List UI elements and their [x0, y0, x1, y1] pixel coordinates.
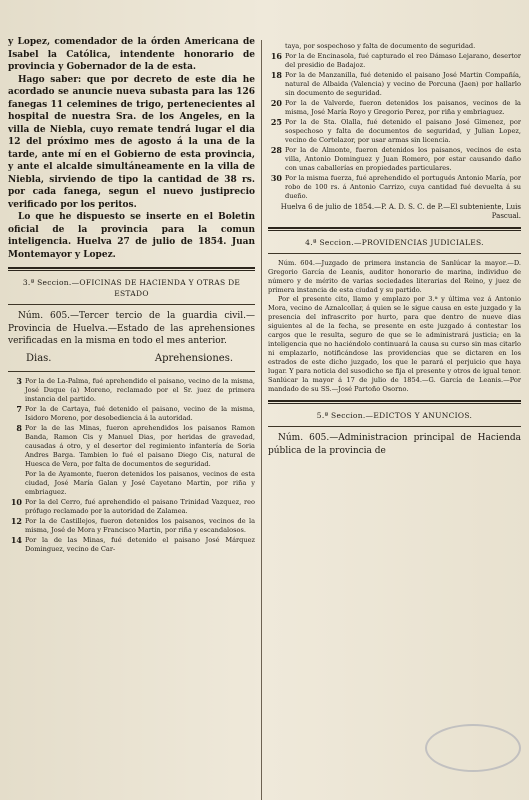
table-header	[8, 352, 255, 366]
section-rule	[268, 400, 521, 404]
intro-paragraph-3: Lo que he dispuesto se inserte en el Boletin oficial de la provincia para la comun inteligencia. Huelva 27 de julio de 1854. Juan Montemayor y Lopez.	[8, 212, 255, 260]
entry-text: Por la de Almonte, fueron detenidos los paisanos, vecinos de esta villa, Antonio Dominguez y Juan Romero, por estar causando daño con unas caballerías en propiedades particulares.	[285, 146, 521, 172]
entry-day: 28	[270, 145, 282, 155]
list-item	[268, 118, 521, 145]
list-item	[8, 517, 255, 535]
entry-day: 8	[16, 422, 22, 433]
num-605-admin-paragraph: Núm. 605.—Administracion principal de Hacienda pública de la provincia de	[268, 433, 521, 456]
section-4-body	[268, 259, 521, 394]
entry-day: 10	[10, 496, 22, 507]
list-item	[268, 71, 521, 98]
entry-text: Por la de Cartaya, fué detenido el paisano, vecino de la misma, Isidoro Moreno, por desobediencia á la autoridad.	[25, 404, 255, 422]
section-3-heading: 3.ª Seccion.—OFICINAS DE HACIENDA Y OTRAS DE ESTADO	[22, 278, 241, 298]
section-rule	[8, 267, 255, 271]
column-divider	[261, 40, 262, 800]
list-item	[268, 99, 521, 117]
entry-day: 3	[16, 375, 22, 386]
entry-text: Por la de las Minas, fueron aprehendidos los paisanos Ramon Banda, Ramon Cis y Manuel Dias, por heridas de gravedad, causadas á otro, y el desertor del regimiento infantería de Soria Andres Barga. Tambien lo fué el paisano Diego Cis, natural de Huesca de Vera, por falta de documentos de seguridad.	[25, 423, 255, 468]
entry-day	[8, 470, 22, 497]
list-item	[268, 52, 521, 70]
right-column	[268, 42, 521, 800]
entry-text: Por la de Castillejos, fueron detenidos los paisanos, vecinos de la misma, José de Mora y Francisco Martin, por riña y escandalosos.	[25, 516, 255, 534]
entry-text: Por la del Cerro, fué aprehendido el paisano Trinidad Vazquez, reo prófugo reclamado por la autoridad de Zalamea.	[25, 497, 255, 515]
num-605-paragraph: Núm. 605.—Tercer tercio de la guardia civil.—Provincia de Huelva.—Estado de las aprehensiones verificadas en la misma en todo el mes anterior.	[8, 311, 255, 346]
section-rule-thin	[268, 426, 521, 427]
entry-text: Por la misma fuerza, fué aprehendido el portugués Antonio María, por robo de 100 rs. á Antonio Carrizo, cuya cantidad fué devuelta á su dueño.	[285, 174, 521, 200]
entry-day: 25	[270, 117, 282, 127]
left-column	[8, 36, 255, 800]
entry-day: 14	[10, 534, 22, 545]
aprehensiones-list-right	[268, 42, 521, 221]
section-rule-thin	[8, 304, 255, 305]
intro-paragraph-1: y Lopez, comendador de la órden Americana de Isabel la Católica, intendente honorario de provincia y Gobernador de la de esta.	[8, 37, 255, 72]
signature-line: Huelva 6 de julio de 1854.—P. A. D. S. C. de P.—El subteniente, Luis Pascual.	[280, 203, 521, 220]
entry-text: Por la de Sta. Olalla, fué detenido el paisano José Gimenez, por sospechoso y falta de documentos de seguridad, y Julian Lopez, vecino de Cortelazor, por usar armas sin licencia.	[285, 118, 521, 144]
section-rule-thin	[268, 253, 521, 254]
library-stamp-icon	[425, 724, 521, 772]
section-4-heading: 4.ª Seccion.—PROVIDENCIAS JUDICIALES.	[305, 238, 484, 247]
list-item	[8, 377, 255, 404]
table-rule	[8, 371, 255, 372]
entry-text: Por la de Ayamonte, fueron detenidos los paisanos, vecinos de esta ciudad, José María Galan y José Cayetano Martin, por riña y embriaguez.	[25, 469, 255, 496]
num-604-paragraph: Núm. 604.—Juzgado de primera instancia de Sanlúcar la mayor.—D. Gregorio García de Leanis, auditor honorario de marina, individuo de número y de mérito de varias sociedades literarias del Reino, y juez de primera instancia de esta ciudad y su partido.	[268, 259, 521, 294]
table-col-dias: Dias.	[26, 352, 52, 364]
entry-day: 18	[270, 70, 282, 80]
entry-continuation: taya, por sospechoso y falta de documento de seguridad.	[285, 42, 476, 50]
entry-text: Por la de Valverde, fueron detenidos los paisanos, vecinos de la misma, José María Royo y Gregorio Perez, por riña y embriaguez.	[285, 99, 521, 116]
citation-paragraph: Por el presente cito, llamo y emplazo por 3.ª y última vez á Antonio Mora, vecino de Aznalcollar, á quien se le sigue causa en este juzgado y la presencia del infrascrito por hurto, para que dentro de nueve dias siguientes al de la fecha, se presente en este juzgado á contestar los cargos que le resulta, seguro de que se le administrará justicia; en la inteligencia que no haciéndolo continuará la causa su curso sin mas citarlo ni emplazarlo, notificándose las providencias que se dictaren en los estrados de este dicho juzgado, los que le parará el perjuicio que haya lugar. Y para noticia del susodicho se fija el presente y otros de igual tenor. Sanlúcar la mayor á 17 de julio de 1854.—G. García de Leanis.—Por mandado de su SS.—José Partoño Osorno.	[268, 295, 521, 393]
aprehensiones-list-left	[8, 377, 255, 554]
list-item	[8, 424, 255, 469]
entry-text: Por la de Encinasola, fué capturado el reo Dámaso Lejarano, desertor del presidio de Badajoz.	[285, 52, 521, 69]
list-item	[8, 536, 255, 554]
list-item	[8, 470, 255, 497]
list-item	[8, 405, 255, 423]
entry-day: 20	[270, 98, 282, 108]
entry-day: 16	[270, 51, 282, 61]
entry-day: 7	[16, 403, 22, 414]
entry-text: Por la de las Minas, fué detenido el paisano José Márquez Dominguez, vecino de Car-	[25, 535, 255, 553]
entry-text: Por la de Manzanilla, fué detenido el paisano José Martin Compañía, natural de Albaida (Valencia) y vecino de Porcuna (Jaen) por hallarlo sin documento de seguridad.	[285, 71, 521, 97]
entry-text: Por la de La-Palma, fué aprehendido el paisano, vecino de la misma, José Duque (a) Moreno, reclamado por el Sr. juez de primera instancia del partido.	[25, 376, 255, 403]
section-rule	[268, 227, 521, 231]
table-col-aprehensiones: Aprehensiones.	[154, 352, 233, 364]
section-5-heading: 5.ª Seccion.—EDICTOS Y ANUNCIOS.	[316, 411, 473, 420]
intro-paragraph-2: Hago saber: que por decreto de este dia he acordado se anuncie nueva subasta para las 126 fanegas 11 celemines de trigo, pertenecientes al hospital de nuestra Sra. de los Angeles, en la villa de Niebla, cuyo remate tendrá lugar el dia 12 del próximo mes de agosto á la una de la tarde, ante mí en el Gobierno de esta provincia, y ante el alcalde simultáneamente en la villa de Niebla, sirviendo de tipo la cantidad de 38 rs. por cada fanega, segun el nuevo justiprecio verificado por los peritos.	[8, 74, 255, 210]
entry-day: 12	[10, 515, 22, 526]
list-item	[268, 174, 521, 201]
list-item	[8, 498, 255, 516]
entry-day: 30	[270, 173, 282, 183]
list-item	[268, 146, 521, 173]
